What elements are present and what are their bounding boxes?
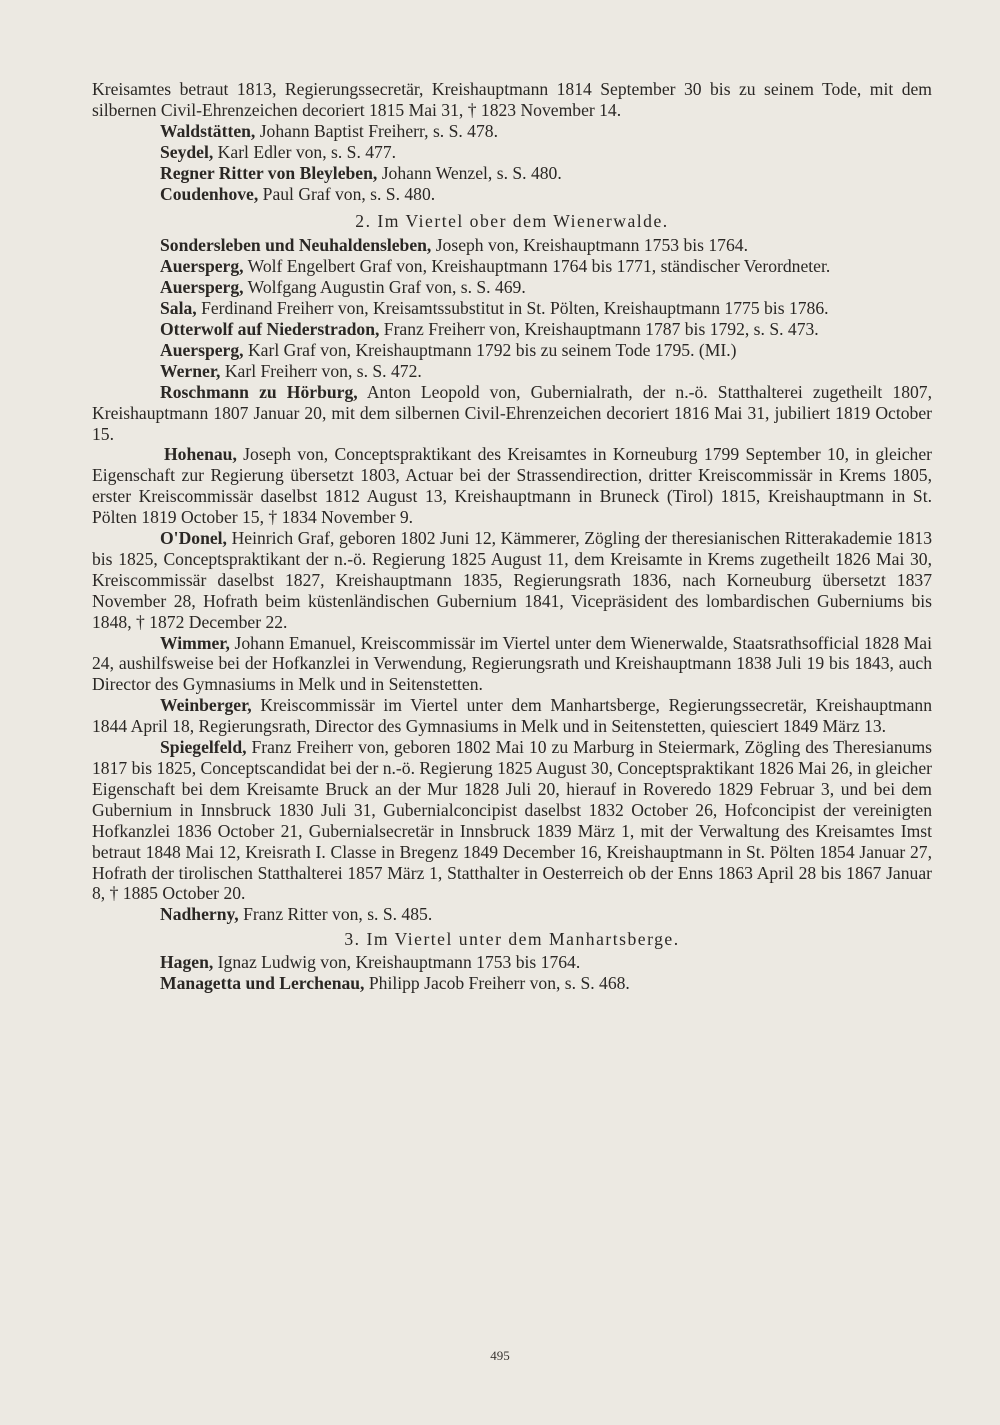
entry-seydel <box>92 142 932 163</box>
entry-auersperg-karl <box>92 340 932 361</box>
section-heading-3: 3. Im Viertel unter dem Manhartsberge. <box>344 929 680 950</box>
entry-coudenhove <box>92 184 932 205</box>
entry-name: Auersperg, <box>160 339 244 360</box>
entry-text: Joseph von, Conceptspraktikant des Kreisamtes in Korneuburg 1799 September 10, in gleicher Eigenschaft zur Regierung übersetzt 1803, Actuar bei der Strassendirection, dritter Kreiscommissär in Krems 1805, erster Kreiscommissär daselbst 1812 August 13, Kreishauptmann in Bruneck (Tirol) 1815, Kreishauptmann in St. Pölten 1819 October 15, † 1834 November 9. <box>92 444 932 528</box>
continued-entry: Kreisamtes betraut 1813, Regierungssecretär, Kreishauptmann 1814 September 30 bis zu seinem Tode, mit dem silbernen Civil-Ehrenzeichen decoriert 1815 Mai 31, † 1823 November 14. <box>92 79 932 120</box>
entry-name: Roschmann zu Hörburg, <box>160 381 358 402</box>
section-heading-2: 2. Im Viertel ober dem Wienerwalde. <box>355 211 669 232</box>
entry-name: Hagen, <box>160 952 214 973</box>
entry-otterwolf <box>92 319 932 340</box>
entry-name: Sala, <box>160 298 197 319</box>
entry-name: Werner, <box>160 360 221 381</box>
entry-nadherny <box>92 904 932 925</box>
entry-text: Johann Baptist Freiherr, s. S. 478. <box>255 120 498 141</box>
entry-text: Ignaz Ludwig von, Kreishauptmann 1753 bis 1764. <box>213 952 581 973</box>
entry-managetta <box>92 973 932 994</box>
entry-text: Joseph von, Kreishauptmann 1753 bis 1764. <box>431 235 748 256</box>
entry-waldstaetten <box>92 121 932 142</box>
entry-weinberger <box>92 695 932 737</box>
entry-odonel <box>92 528 932 633</box>
entry-name: O'Donel, <box>160 528 227 549</box>
entry-roschmann <box>92 382 932 445</box>
entry-auersperg-wolfgang <box>92 277 932 298</box>
entry-text: Heinrich Graf, geboren 1802 Juni 12, Kämmerer, Zögling der theresianischen Ritterakademie 1813 bis 1825, Conceptspraktikant der n.-ö. Regierung 1825 August 11, dem Kreisamte in Krems zugetheilt 1826 Mai 30, Kreiscommissär daselbst 1827, Kreishauptmann 1835, Regierungsrath 1836, nach Korneuburg übersetzt 1837 November 28, Hofrath beim küstenländischen Gubernium 1841, Vicepräsident des lombardischen Guberniums bis 1848, † 1872 December 22. <box>92 528 932 632</box>
entry-sala <box>92 298 932 319</box>
entry-hagen <box>92 952 932 973</box>
entry-name: Weinberger, <box>160 695 252 716</box>
entry-name: Spiegelfeld, <box>160 737 247 758</box>
entry-text: Ferdinand Freiherr von, Kreisamtssubstitut in St. Pölten, Kreishauptmann 1775 bis 1786. <box>196 298 829 319</box>
entry-name: Auersperg, <box>160 256 244 277</box>
entry-name: Otterwolf auf Niederstradon, <box>160 318 380 339</box>
entry-text: Wolfgang Augustin Graf von, s. S. 469. <box>243 277 526 298</box>
entry-text: Karl Graf von, Kreishauptmann 1792 bis zu seinem Tode 1795. (MI.) <box>243 339 737 360</box>
entry-auersperg-wolf <box>92 256 932 277</box>
entry-name: Seydel, <box>160 141 214 162</box>
entry-name: Coudenhove, <box>160 183 259 204</box>
entry-text: Johann Wenzel, s. S. 480. <box>377 162 562 183</box>
entry-name: Sondersleben und Neuhaldensleben, <box>160 235 432 256</box>
page-number: 495 <box>490 1348 510 1363</box>
entry-name: Nadherny, <box>160 904 239 925</box>
entry-text: Kreiscommissär im Viertel unter dem Manhartsberge, Regierungssecretär, Kreishauptmann 1844 April 18, Regierungsrath, Director des Gymnasiums in Melk und in Seitenstetten, quiesciert 1849 März 13. <box>92 695 932 737</box>
entry-text: Anton Leopold von, Gubernialrath, der n.-ö. Statthalterei zugetheilt 1807, Kreishauptmann 1807 Januar 20, mit dem silbernen Civil-Ehrenzeichen decoriert 1816 Mai 31, jubiliert 1819 October 15. <box>92 381 932 444</box>
entry-wimmer <box>92 633 932 696</box>
entry-name: Auersperg, <box>160 277 244 298</box>
entry-name: Managetta und Lerchenau, <box>160 973 365 994</box>
entry-text: Karl Edler von, s. S. 477. <box>213 141 397 162</box>
entry-werner <box>92 361 932 382</box>
entry-name: Waldstätten, <box>160 120 256 141</box>
entry-text: Philipp Jacob Freiherr von, s. S. 468. <box>364 973 630 994</box>
entry-hohenau <box>92 444 932 528</box>
entry-text: Wolf Engelbert Graf von, Kreishauptmann 1764 bis 1771, ständischer Verordneter. <box>243 256 831 277</box>
entry-name: Regner Ritter von Bleyleben, <box>160 162 378 183</box>
entry-regner <box>92 163 932 184</box>
entry-text: Johann Emanuel, Kreiscommissär im Viertel unter dem Wienerwalde, Staatsrathsofficial 1828 Mai 24, aushilfsweise bei der Hofkanzlei in Verwendung, Regierungsrath und Kreishauptmann 1838 Juli 19 bis 1843, auch Director des Gymnasiums in Melk und in Seitenstetten. <box>92 632 932 695</box>
entry-text: Franz Ritter von, s. S. 485. <box>238 904 433 925</box>
entry-text: Franz Freiherr von, geboren 1802 Mai 10 zu Marburg in Steiermark, Zögling des Theresianums 1817 bis 1825, Conceptscandidat bei der n.-ö. Regierung 1825 August 30, Conceptspraktikant 1826 Mai 26, in gleicher Eigenschaft bei dem Kreisamte Bruck an der Mur 1828 Juli 20, hierauf in Roveredo 1829 Februar 3, und bei dem Gubernium in Innsbruck 1830 Juli 31, Gubernialconcipist daselbst 1832 October 26, Hofconcipist der vereinigten Hofkanzlei 1836 October 21, Gubernialsecretär in Innsbruck 1839 März 1, mit der Verwaltung des Kreisamtes Imst betraut 1848 Mai 12, Kreisrath I. Classe in Bregenz 1849 December 16, Kreishauptmann in St. Pölten 1854 Januar 27, Hofrath der tirolischen Statthalterei 1857 März 1, Statthalter in Oesterreich ob der Enns 1863 April 28 bis 1867 Januar 8, † 1885 October 20. <box>92 737 932 904</box>
entry-text: Paul Graf von, s. S. 480. <box>258 183 436 204</box>
entry-sondersleben <box>92 235 932 256</box>
entry-spiegelfeld <box>92 737 932 904</box>
page-body <box>92 79 932 994</box>
entry-name: Hohenau, <box>164 444 237 465</box>
entry-name: Wimmer, <box>160 632 230 653</box>
entry-text: Karl Freiherr von, s. S. 472. <box>220 360 422 381</box>
entry-text: Franz Freiherr von, Kreishauptmann 1787 bis 1792, s. S. 473. <box>379 318 819 339</box>
